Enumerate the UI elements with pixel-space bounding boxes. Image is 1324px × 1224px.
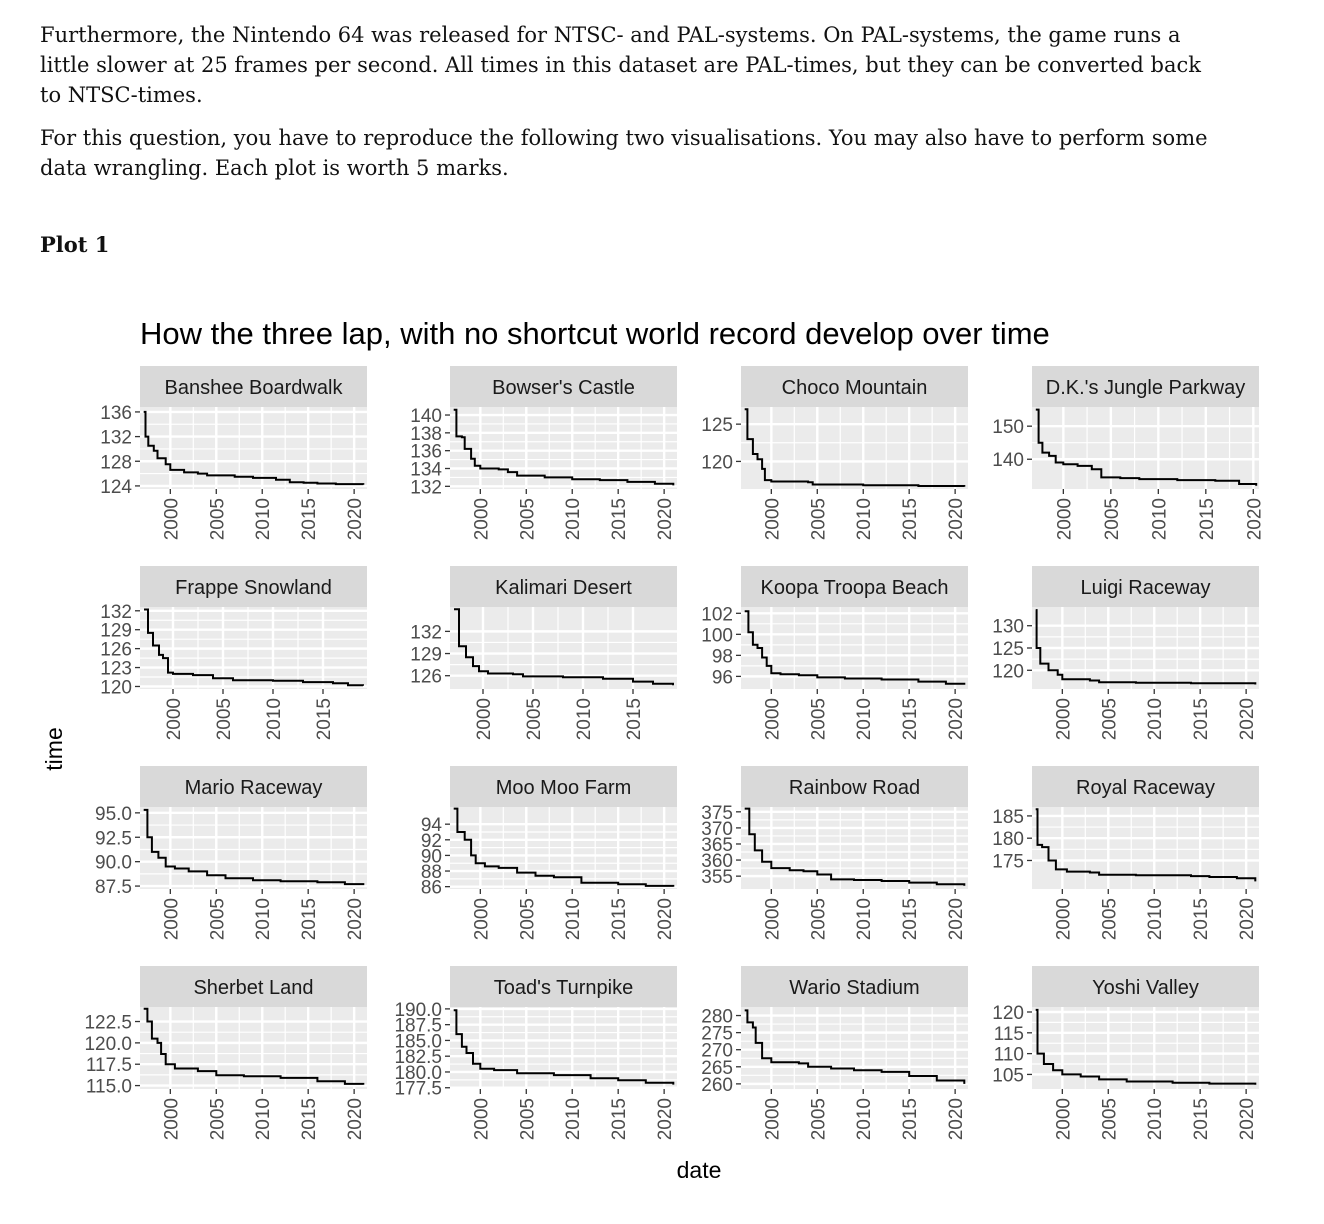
- y-tick-label: 185: [992, 806, 1024, 828]
- y-tick-label: 105: [992, 1065, 1024, 1087]
- facet-banshee-boardwalk: [100, 366, 367, 540]
- facet-choco-mountain: [701, 366, 968, 540]
- x-tick-label: 2010: [854, 698, 876, 741]
- x-tick-label: 2015: [299, 1098, 321, 1141]
- x-tick-label: 2000: [164, 698, 185, 741]
- y-tick-label: 122.5: [84, 1012, 132, 1034]
- y-tick-label: 275: [701, 1023, 733, 1045]
- x-tick-label: 2000: [471, 898, 493, 941]
- facet-line-chart: [0, 300, 1324, 1200]
- x-tick-label: 2005: [808, 898, 830, 941]
- facet-royal-raceway: [992, 766, 1259, 940]
- y-tick-label: 136: [410, 441, 442, 463]
- x-tick-label: 2010: [854, 1098, 876, 1141]
- y-tick-label: 175: [992, 851, 1024, 873]
- y-tick-label: 136: [100, 402, 132, 424]
- x-tick-label: 2005: [1101, 498, 1123, 541]
- facet-grid: [84, 366, 1265, 1140]
- x-tick-label: 2010: [563, 1098, 585, 1141]
- y-tick-label: 132: [410, 477, 442, 499]
- x-tick-label: 2000: [762, 1098, 784, 1141]
- facet-rainbow-road: [701, 766, 968, 940]
- facet-luigi-raceway: [992, 566, 1259, 740]
- facet-kalimari-desert: [410, 566, 677, 740]
- x-tick-label: 2015: [609, 498, 631, 541]
- x-tick-label: 2005: [808, 498, 830, 541]
- facet-moo-moo-farm: [421, 766, 677, 940]
- y-tick-label: 138: [410, 423, 442, 445]
- x-tick-label: 2010: [574, 698, 595, 741]
- facet-frappe-snowland: [100, 566, 367, 740]
- x-tick-label: 2005: [808, 1098, 830, 1141]
- y-tick-label: 182.5: [394, 1047, 442, 1069]
- y-tick-label: 365: [701, 834, 733, 856]
- y-tick-label: 90.0: [95, 852, 132, 874]
- y-tick-label: 98: [711, 646, 733, 668]
- y-tick-label: 260: [701, 1074, 733, 1096]
- y-tick-label: 120.0: [84, 1033, 132, 1055]
- y-tick-label: 87.5: [95, 877, 132, 899]
- x-tick-label: 2010: [563, 498, 585, 541]
- x-tick-label: 2005: [207, 898, 229, 941]
- facet-strip-label: Kalimari Desert: [495, 577, 632, 599]
- x-tick-label: 2010: [1149, 498, 1171, 541]
- y-tick-label: 128: [100, 452, 132, 474]
- x-tick-label: 2010: [1145, 898, 1167, 941]
- x-tick-label: 2000: [762, 698, 784, 741]
- facet-strip-label: Toad's Turnpike: [493, 977, 634, 999]
- y-tick-label: 270: [701, 1040, 733, 1062]
- y-tick-label: 124: [100, 476, 132, 498]
- x-tick-label: 2010: [253, 1098, 275, 1141]
- y-tick-label: 86: [420, 877, 442, 899]
- x-tick-label: 2005: [808, 698, 830, 741]
- facet-strip-label: Royal Raceway: [1076, 777, 1215, 799]
- x-tick-label: 2010: [1145, 1098, 1167, 1141]
- y-tick-label: 92.5: [95, 828, 132, 850]
- facet-bowser-s-castle: [410, 366, 677, 540]
- x-tick-label: 2010: [253, 498, 275, 541]
- y-tick-label: 355: [701, 867, 733, 889]
- x-tick-label: 2005: [207, 1098, 229, 1141]
- y-tick-label: 130: [992, 616, 1024, 638]
- facet-strip-label: Banshee Boardwalk: [164, 377, 343, 399]
- y-tick-label: 126: [410, 666, 442, 688]
- x-tick-label: 2015: [299, 498, 321, 541]
- y-tick-label: 375: [701, 802, 733, 824]
- y-tick-label: 94: [420, 815, 442, 837]
- plot-heading: Plot 1: [40, 232, 110, 257]
- x-tick-label: 2010: [854, 498, 876, 541]
- x-tick-label: 2015: [1191, 698, 1213, 741]
- y-tick-label: 120: [992, 1002, 1024, 1024]
- x-tick-label: 2005: [517, 1098, 539, 1141]
- y-tick-label: 150: [992, 417, 1024, 439]
- y-tick-label: 129: [100, 620, 132, 642]
- x-tick-label: 2010: [1145, 698, 1167, 741]
- facet-wario-stadium: [701, 966, 968, 1140]
- y-tick-label: 360: [701, 851, 733, 873]
- facet-strip-label: Yoshi Valley: [1092, 977, 1199, 999]
- facet-strip-label: Koopa Troopa Beach: [760, 577, 949, 599]
- x-tick-label: 2005: [517, 498, 539, 541]
- x-tick-label: 2000: [762, 498, 784, 541]
- x-tick-label: 2000: [161, 1098, 183, 1141]
- facet-panel: [1032, 407, 1259, 489]
- x-tick-label: 2020: [946, 698, 968, 741]
- y-tick-label: 120: [701, 452, 733, 474]
- x-tick-label: 2015: [299, 898, 321, 941]
- y-tick-label: 129: [410, 644, 442, 666]
- x-tick-label: 2000: [762, 898, 784, 941]
- x-tick-label: 2015: [900, 1098, 922, 1141]
- x-tick-label: 2015: [624, 698, 645, 741]
- x-tick-label: 2020: [655, 1098, 677, 1141]
- x-tick-label: 2005: [207, 498, 229, 541]
- facet-panel: [741, 407, 968, 489]
- x-tick-label: 2020: [655, 498, 677, 541]
- x-tick-label: 2015: [900, 498, 922, 541]
- facet-strip-label: Moo Moo Farm: [495, 777, 632, 799]
- x-tick-label: 2005: [517, 898, 539, 941]
- y-tick-label: 134: [410, 459, 442, 481]
- x-tick-label: 2015: [609, 898, 631, 941]
- facet-strip-label: Luigi Raceway: [1080, 577, 1211, 599]
- y-tick-label: 370: [701, 818, 733, 840]
- y-tick-label: 117.5: [85, 1055, 132, 1077]
- facet-mario-raceway: [95, 766, 367, 940]
- x-tick-label: 2020: [946, 1098, 968, 1141]
- x-tick-label: 2020: [345, 1098, 367, 1141]
- y-tick-label: 95.0: [95, 803, 132, 825]
- x-tick-label: 2020: [1237, 698, 1259, 741]
- y-tick-label: 92: [420, 830, 442, 852]
- y-tick-label: 125: [701, 415, 733, 437]
- x-tick-label: 2000: [161, 898, 183, 941]
- x-tick-label: 2020: [655, 898, 677, 941]
- facet-toad-s-turnpike: [394, 966, 677, 1140]
- facet-panel: [140, 807, 367, 889]
- facet-sherbet-land: [84, 966, 367, 1140]
- x-tick-label: 2000: [161, 498, 183, 541]
- facet-strip-label: Frappe Snowland: [175, 577, 332, 599]
- x-tick-label: 2000: [1053, 698, 1075, 741]
- facet-yoshi-valley: [992, 966, 1259, 1140]
- y-tick-label: 126: [100, 639, 132, 661]
- x-axis-title: date: [676, 1157, 722, 1183]
- x-tick-label: 2010: [854, 898, 876, 941]
- x-tick-label: 2020: [345, 898, 367, 941]
- paragraph-instructions: For this question, you have to reproduce the following two visualisations. You may also have to perform some data wrangling. Each plot is worth 5 marks.: [40, 126, 1208, 180]
- x-tick-label: 2020: [1237, 898, 1259, 941]
- y-tick-label: 185.0: [394, 1031, 442, 1053]
- facet-strip-label: Rainbow Road: [788, 777, 921, 799]
- facet-panel: [1032, 1007, 1259, 1089]
- y-tick-label: 110: [993, 1044, 1024, 1066]
- chart-title: How the three lap, with no shortcut world record develop over time: [140, 316, 1050, 351]
- x-tick-label: 2020: [946, 898, 968, 941]
- x-tick-label: 2005: [214, 698, 235, 741]
- facet-strip-label: D.K.'s Jungle Parkway: [1045, 377, 1246, 399]
- x-tick-label: 2010: [563, 898, 585, 941]
- x-tick-label: 2020: [1237, 1098, 1259, 1141]
- x-tick-label: 2010: [253, 898, 275, 941]
- x-tick-label: 2005: [1099, 698, 1121, 741]
- x-tick-label: 2000: [474, 698, 495, 741]
- facet-strip-label: Choco Mountain: [781, 377, 928, 399]
- y-tick-label: 115.0: [85, 1076, 132, 1098]
- x-tick-label: 2005: [1099, 898, 1121, 941]
- x-tick-label: 2010: [264, 698, 285, 741]
- y-tick-label: 190.0: [394, 999, 442, 1021]
- x-tick-label: 2015: [609, 1098, 631, 1141]
- x-tick-label: 2020: [345, 498, 367, 541]
- y-tick-label: 132: [100, 601, 132, 623]
- y-tick-label: 102: [701, 604, 733, 626]
- x-tick-label: 2015: [1191, 898, 1213, 941]
- y-axis-title: time: [41, 727, 67, 771]
- x-tick-label: 2005: [1099, 1098, 1121, 1141]
- y-tick-label: 132: [410, 622, 442, 644]
- facet-strip-label: Bowser's Castle: [492, 377, 635, 399]
- facet-d-k-s-jungle-parkway: [992, 366, 1265, 540]
- x-tick-label: 2000: [1054, 498, 1076, 541]
- y-tick-label: 125: [992, 639, 1024, 660]
- y-tick-label: 90: [420, 846, 442, 868]
- y-tick-label: 115: [993, 1023, 1024, 1045]
- x-tick-label: 2015: [900, 898, 922, 941]
- y-tick-label: 140: [410, 406, 442, 428]
- x-tick-label: 2015: [1196, 498, 1218, 541]
- x-tick-label: 2000: [1053, 1098, 1075, 1141]
- facet-strip-label: Wario Stadium: [789, 977, 920, 999]
- x-tick-label: 2015: [314, 698, 335, 741]
- x-tick-label: 2000: [471, 1098, 493, 1141]
- y-tick-label: 88: [420, 862, 442, 884]
- facet-strip-label: Mario Raceway: [184, 777, 323, 799]
- y-tick-label: 187.5: [394, 1015, 442, 1037]
- y-tick-label: 280: [701, 1006, 733, 1028]
- x-tick-label: 2005: [524, 698, 545, 741]
- x-tick-label: 2020: [946, 498, 968, 541]
- x-tick-label: 2020: [1244, 498, 1266, 541]
- x-tick-label: 2015: [900, 698, 922, 741]
- y-tick-label: 132: [100, 427, 132, 449]
- y-tick-label: 123: [100, 658, 132, 680]
- y-tick-label: 180.0: [394, 1062, 442, 1084]
- y-tick-label: 96: [711, 667, 733, 689]
- y-tick-label: 180: [992, 829, 1024, 851]
- y-tick-label: 120: [100, 677, 132, 699]
- x-tick-label: 2000: [1053, 898, 1075, 941]
- facet-strip-label: Sherbet Land: [193, 977, 314, 999]
- y-tick-label: 140: [992, 450, 1024, 472]
- x-tick-label: 2000: [471, 498, 493, 541]
- y-tick-label: 100: [701, 625, 733, 647]
- facet-koopa-troopa-beach: [701, 566, 968, 740]
- y-tick-label: 177.5: [394, 1078, 442, 1100]
- x-tick-label: 2015: [1191, 1098, 1213, 1141]
- y-tick-label: 120: [992, 661, 1024, 683]
- y-tick-label: 265: [701, 1057, 733, 1079]
- paragraph-intro: Furthermore, the Nintendo 64 was released for NTSC- and PAL-systems. On PAL-systems, the game runs a little slower at 25 frames per second. All times in this dataset are PAL-times, but they can be converted back to NTSC-times.: [40, 23, 1201, 107]
